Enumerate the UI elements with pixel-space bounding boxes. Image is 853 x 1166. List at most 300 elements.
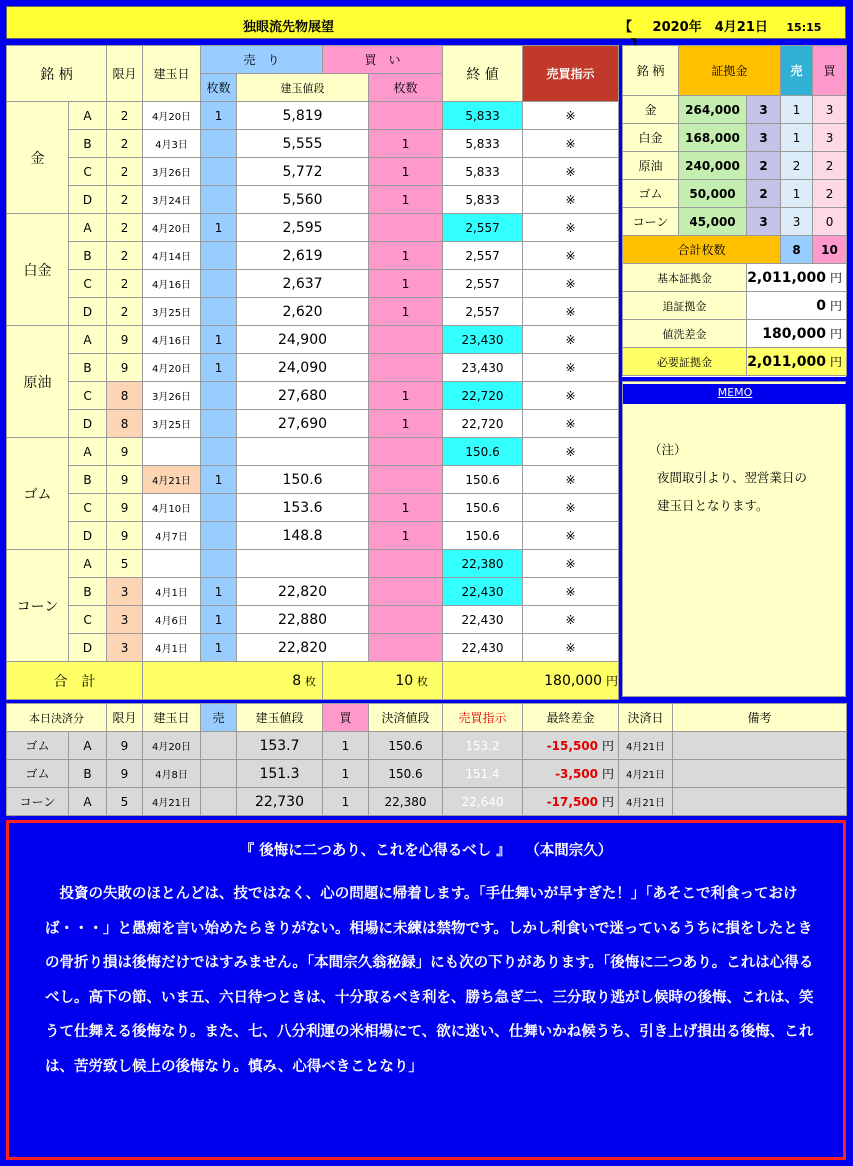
position-row (7, 634, 619, 662)
settled-name: コーン (7, 788, 69, 816)
signal-cell: ※ (523, 466, 619, 494)
settled-price: 151.3 (237, 760, 323, 788)
date-cell: 3月25日 (143, 298, 201, 326)
total-label: 合 計 (7, 662, 143, 700)
col-header-sell-qty: 枚数 (201, 74, 237, 102)
date-cell: 4月1日 (143, 578, 201, 606)
settled-slot: A (69, 788, 107, 816)
position-row (7, 158, 619, 186)
memo-label[interactable]: MEMO (623, 384, 847, 404)
settled-signal: 22,640 (443, 788, 523, 816)
margin-value: 45,000 (679, 208, 747, 236)
price-cell: 22,820 (237, 578, 369, 606)
margin-panel (622, 45, 846, 377)
summary-value (747, 348, 847, 376)
date-cell: 4月21日 (143, 466, 201, 494)
sell-qty-cell: 1 (201, 466, 237, 494)
settled-sell (201, 788, 237, 816)
price-cell: 5,555 (237, 130, 369, 158)
slot-label: C (69, 270, 107, 298)
buy-qty-cell (369, 466, 443, 494)
settled-price: 22,730 (237, 788, 323, 816)
close-cell: 22,380 (443, 550, 523, 578)
signal-cell: ※ (523, 298, 619, 326)
price-cell: 27,690 (237, 410, 369, 438)
settled-sdate: 4月21日 (619, 732, 673, 760)
settled-header-close: 決済値段 (369, 704, 443, 732)
buy-qty-cell (369, 102, 443, 130)
close-cell: 23,430 (443, 326, 523, 354)
slot-label: D (69, 410, 107, 438)
month-cell: 2 (107, 158, 143, 186)
signal-cell: ※ (523, 550, 619, 578)
quote-box (6, 820, 846, 1160)
yen-unit: 円 (830, 299, 843, 313)
month-cell: 9 (107, 354, 143, 382)
settled-name: ゴム (7, 760, 69, 788)
margin-name: 白金 (623, 124, 679, 152)
sell-qty-cell: 1 (201, 214, 237, 242)
slot-label: D (69, 634, 107, 662)
buy-qty-cell: 1 (369, 494, 443, 522)
signal-cell: ※ (523, 158, 619, 186)
slot-label: C (69, 158, 107, 186)
price-cell: 150.6 (237, 466, 369, 494)
margin-mult: 3 (747, 208, 781, 236)
sell-qty-cell (201, 382, 237, 410)
time-text: 15:15 (786, 21, 822, 34)
price-cell: 22,820 (237, 634, 369, 662)
margin-total-buy: 10 (813, 236, 847, 264)
settled-signal: 151.4 (443, 760, 523, 788)
date-cell: 4月20日 (143, 214, 201, 242)
close-cell: 5,833 (443, 130, 523, 158)
position-row (7, 466, 619, 494)
settled-sdate: 4月21日 (619, 788, 673, 816)
settled-close: 150.6 (369, 732, 443, 760)
price-cell: 2,595 (237, 214, 369, 242)
settled-header-buy: 買 (323, 704, 369, 732)
slot-label: A (69, 214, 107, 242)
position-row (7, 410, 619, 438)
settled-panel (6, 703, 846, 815)
margin-buy: 2 (813, 152, 847, 180)
margin-mult: 3 (747, 124, 781, 152)
month-cell: 2 (107, 298, 143, 326)
signal-cell: ※ (523, 214, 619, 242)
month-cell: 8 (107, 410, 143, 438)
settled-slot: A (69, 732, 107, 760)
sell-qty-cell (201, 494, 237, 522)
date-cell: 4月6日 (143, 606, 201, 634)
month-cell: 3 (107, 634, 143, 662)
total-value: 180,000 円 (443, 662, 619, 700)
margin-row (623, 96, 847, 124)
slot-label: D (69, 186, 107, 214)
price-cell: 27,680 (237, 382, 369, 410)
slot-label: C (69, 494, 107, 522)
position-row (7, 522, 619, 550)
buy-qty-cell (369, 214, 443, 242)
signal-cell: ※ (523, 242, 619, 270)
margin-mult: 2 (747, 152, 781, 180)
position-row (7, 578, 619, 606)
margin-total-label: 合計枚数 (623, 236, 781, 264)
close-cell: 22,720 (443, 410, 523, 438)
summary-label: 基本証拠金 (623, 264, 747, 292)
sell-qty-cell (201, 130, 237, 158)
settled-header-name: 本日決済分 (7, 704, 107, 732)
margin-value: 264,000 (679, 96, 747, 124)
month-cell: 2 (107, 186, 143, 214)
settled-header-price: 建玉値段 (237, 704, 323, 732)
margin-header-sell: 売 (781, 46, 813, 96)
summary-value (747, 264, 847, 292)
position-row (7, 214, 619, 242)
settled-month: 5 (107, 788, 143, 816)
slot-label: D (69, 298, 107, 326)
month-cell: 2 (107, 242, 143, 270)
close-cell: 150.6 (443, 438, 523, 466)
price-cell: 24,900 (237, 326, 369, 354)
summary-value (747, 320, 847, 348)
date-cell: 3月24日 (143, 186, 201, 214)
date-cell (143, 550, 201, 578)
price-cell: 2,637 (237, 270, 369, 298)
yen-unit: 円 (830, 355, 843, 369)
signal-cell: ※ (523, 438, 619, 466)
settled-header-sdate: 決済日 (619, 704, 673, 732)
signal-cell: ※ (523, 354, 619, 382)
price-cell (237, 550, 369, 578)
memo-panel (622, 381, 846, 697)
month-cell: 9 (107, 494, 143, 522)
settled-sell (201, 732, 237, 760)
signal-cell: ※ (523, 522, 619, 550)
margin-total-sell: 8 (781, 236, 813, 264)
buy-qty-cell: 1 (369, 130, 443, 158)
settled-date: 4月8日 (143, 760, 201, 788)
close-cell: 23,430 (443, 354, 523, 382)
month-cell: 2 (107, 130, 143, 158)
margin-name: コーン (623, 208, 679, 236)
col-header-price: 建玉値段 (237, 74, 369, 102)
month-cell: 9 (107, 326, 143, 354)
signal-cell: ※ (523, 130, 619, 158)
sell-qty-cell (201, 270, 237, 298)
margin-sell: 3 (781, 208, 813, 236)
signal-cell: ※ (523, 606, 619, 634)
settled-final (523, 732, 619, 760)
position-row (7, 438, 619, 466)
close-cell: 2,557 (443, 298, 523, 326)
yen-unit: 円 (601, 795, 614, 809)
signal-cell: ※ (523, 326, 619, 354)
total-buy: 10 枚 (323, 662, 443, 700)
position-row (7, 494, 619, 522)
margin-name: 原油 (623, 152, 679, 180)
margin-row (623, 208, 847, 236)
yen-unit: 円 (601, 739, 614, 753)
buy-qty-cell: 1 (369, 242, 443, 270)
col-header-sell: 売 り (201, 46, 323, 74)
price-cell: 24,090 (237, 354, 369, 382)
position-row (7, 606, 619, 634)
settled-month: 9 (107, 732, 143, 760)
margin-header-buy: 買 (813, 46, 847, 96)
buy-qty-cell: 1 (369, 522, 443, 550)
slot-label: A (69, 550, 107, 578)
slot-label: A (69, 326, 107, 354)
sell-qty-cell (201, 522, 237, 550)
position-row (7, 242, 619, 270)
yen-unit: 円 (830, 327, 843, 341)
col-header-signal: 売買指示 (523, 46, 619, 102)
buy-qty-cell: 1 (369, 382, 443, 410)
settled-buy: 1 (323, 788, 369, 816)
summary-number: 2,011,000 (747, 354, 827, 370)
position-row (7, 298, 619, 326)
month-cell: 3 (107, 578, 143, 606)
group-name: コーン (7, 550, 69, 662)
position-row (7, 270, 619, 298)
col-header-month: 限月 (107, 46, 143, 102)
settled-buy: 1 (323, 760, 369, 788)
margin-buy: 3 (813, 124, 847, 152)
signal-cell: ※ (523, 494, 619, 522)
buy-qty-cell (369, 550, 443, 578)
col-header-buy: 買 い (323, 46, 443, 74)
margin-header-name: 銘 柄 (623, 46, 679, 96)
sell-qty-cell (201, 410, 237, 438)
settled-row (7, 732, 847, 760)
settled-note (673, 788, 847, 816)
col-header-date: 建玉日 (143, 46, 201, 102)
settled-final (523, 788, 619, 816)
position-row (7, 326, 619, 354)
position-row (7, 102, 619, 130)
buy-qty-cell (369, 634, 443, 662)
date-cell (143, 438, 201, 466)
sell-qty-cell (201, 550, 237, 578)
margin-row (623, 180, 847, 208)
sell-qty-cell (201, 186, 237, 214)
close-cell: 5,833 (443, 102, 523, 130)
price-cell (237, 438, 369, 466)
month-cell: 9 (107, 438, 143, 466)
margin-value: 168,000 (679, 124, 747, 152)
settled-header-signal: 売買指示 (443, 704, 523, 732)
close-cell: 2,557 (443, 270, 523, 298)
margin-value: 240,000 (679, 152, 747, 180)
month-cell: 3 (107, 606, 143, 634)
settled-header-month: 限月 (107, 704, 143, 732)
month-cell: 9 (107, 522, 143, 550)
quote-title: 『 後悔に二つあり、これを心得るべし 』 （本間宗久） (239, 843, 613, 859)
settled-sell (201, 760, 237, 788)
slot-label: C (69, 382, 107, 410)
position-row (7, 186, 619, 214)
settled-signal: 153.2 (443, 732, 523, 760)
margin-buy: 3 (813, 96, 847, 124)
month-cell: 5 (107, 550, 143, 578)
yen-unit: 円 (601, 767, 614, 781)
positions-table (6, 45, 619, 700)
settled-header-final: 最終差金 (523, 704, 619, 732)
summary-value (747, 292, 847, 320)
margin-sell: 2 (781, 152, 813, 180)
settled-header-note: 備考 (673, 704, 847, 732)
close-cell: 150.6 (443, 494, 523, 522)
close-cell: 2,557 (443, 214, 523, 242)
col-header-name: 銘 柄 (7, 46, 107, 102)
settled-price: 153.7 (237, 732, 323, 760)
summary-row (623, 348, 847, 376)
summary-label: 必要証拠金 (623, 348, 747, 376)
settled-row (7, 760, 847, 788)
settled-slot: B (69, 760, 107, 788)
settled-close: 150.6 (369, 760, 443, 788)
date-cell: 3月26日 (143, 382, 201, 410)
settled-buy: 1 (323, 732, 369, 760)
group-name: 白金 (7, 214, 69, 326)
summary-label: 値洗差金 (623, 320, 747, 348)
margin-sell: 1 (781, 96, 813, 124)
sell-qty-cell: 1 (201, 326, 237, 354)
date-cell: 4月16日 (143, 326, 201, 354)
settled-month: 9 (107, 760, 143, 788)
quote-body: 投資の失敗のほとんどは、技ではなく、心の問題に帰着します。「手仕舞いが早すぎた！」「あそこで利食っておけば・・・」と愚痴を言い始めたらきりがない。相場に未練は禁物です。しかし利食いで迷っているうちに損をしたときの骨折り損は後悔だけではすみません。「本間宗久翁秘録」にも次の下りがあります。「後悔に二つあり。これは心得るべし。高下の節、いま五、六日待つときは、十分取るべき利を、勝ち急ぎ二、三分取り逃がし候時の後悔、これは、笑うて仕舞える後悔なり。また、七、八分利運の米相場にて、欲に迷い、仕舞いかね候うち、引き上げ損出る後悔、これは、苦労致し候上の後悔なり。慎み、心得べきことなり」 (45, 886, 814, 1075)
close-cell: 22,430 (443, 606, 523, 634)
signal-cell: ※ (523, 634, 619, 662)
margin-name: ゴム (623, 180, 679, 208)
price-cell: 5,772 (237, 158, 369, 186)
settled-final-value: -3,500 (555, 767, 598, 781)
total-row (7, 662, 619, 700)
settled-sdate: 4月21日 (619, 760, 673, 788)
close-cell: 5,833 (443, 186, 523, 214)
position-row (7, 550, 619, 578)
signal-cell: ※ (523, 410, 619, 438)
signal-cell: ※ (523, 270, 619, 298)
month-cell: 9 (107, 466, 143, 494)
date-cell: 4月3日 (143, 130, 201, 158)
margin-buy: 0 (813, 208, 847, 236)
signal-cell: ※ (523, 186, 619, 214)
price-cell: 22,880 (237, 606, 369, 634)
memo-text: （注） 夜間取引より、翌営業日の 建玉日となります。 (649, 442, 808, 513)
sell-qty-cell: 1 (201, 354, 237, 382)
date-cell: 4月20日 (143, 354, 201, 382)
group-name: 原油 (7, 326, 69, 438)
settled-row (7, 788, 847, 816)
positions-panel (6, 45, 618, 697)
close-cell: 150.6 (443, 522, 523, 550)
position-row (7, 382, 619, 410)
total-sell: 8 枚 (143, 662, 323, 700)
position-row (7, 130, 619, 158)
col-header-close: 終 値 (443, 46, 523, 102)
settled-note (673, 732, 847, 760)
slot-label: B (69, 242, 107, 270)
settled-close: 22,380 (369, 788, 443, 816)
slot-label: D (69, 522, 107, 550)
settled-date: 4月20日 (143, 732, 201, 760)
slot-label: C (69, 606, 107, 634)
buy-qty-cell (369, 606, 443, 634)
margin-buy: 2 (813, 180, 847, 208)
col-header-buy-qty: 枚数 (369, 74, 443, 102)
group-name: 金 (7, 102, 69, 214)
date-cell: 4月10日 (143, 494, 201, 522)
settled-header-sell: 売 (201, 704, 237, 732)
bracket-open: 【 (619, 20, 633, 35)
sell-qty-cell (201, 298, 237, 326)
summary-row (623, 292, 847, 320)
buy-qty-cell: 1 (369, 270, 443, 298)
price-cell: 2,620 (237, 298, 369, 326)
yen-unit: 円 (830, 271, 843, 285)
group-name: ゴム (7, 438, 69, 550)
price-cell: 148.8 (237, 522, 369, 550)
settled-header-date: 建玉日 (143, 704, 201, 732)
margin-name: 金 (623, 96, 679, 124)
price-cell: 153.6 (237, 494, 369, 522)
buy-qty-cell (369, 354, 443, 382)
slot-label: B (69, 354, 107, 382)
margin-sell: 1 (781, 180, 813, 208)
summary-number: 0 (816, 298, 827, 314)
buy-qty-cell: 1 (369, 298, 443, 326)
margin-value: 50,000 (679, 180, 747, 208)
margin-header-margin: 証拠金 (679, 46, 781, 96)
summary-number: 180,000 (762, 326, 827, 342)
date-cell: 4月16日 (143, 270, 201, 298)
title-bar (6, 6, 846, 39)
close-cell: 22,430 (443, 578, 523, 606)
month-cell: 2 (107, 270, 143, 298)
month-cell: 8 (107, 382, 143, 410)
summary-row (623, 264, 847, 292)
margin-row (623, 124, 847, 152)
date-cell: 4月7日 (143, 522, 201, 550)
date-cell: 4月20日 (143, 102, 201, 130)
close-cell: 22,430 (443, 634, 523, 662)
settled-name: ゴム (7, 732, 69, 760)
buy-qty-cell: 1 (369, 186, 443, 214)
settled-date: 4月21日 (143, 788, 201, 816)
close-cell: 22,720 (443, 382, 523, 410)
summary-row (623, 320, 847, 348)
margin-table (622, 45, 847, 376)
slot-label: B (69, 130, 107, 158)
close-cell: 5,833 (443, 158, 523, 186)
month-cell: 2 (107, 214, 143, 242)
sell-qty-cell: 1 (201, 606, 237, 634)
price-cell: 5,819 (237, 102, 369, 130)
date-cell: 4月14日 (143, 242, 201, 270)
margin-mult: 2 (747, 180, 781, 208)
settled-note (673, 760, 847, 788)
signal-cell: ※ (523, 382, 619, 410)
settled-final (523, 760, 619, 788)
signal-cell: ※ (523, 102, 619, 130)
price-cell: 5,560 (237, 186, 369, 214)
page-title: 独眼流先物展望 (243, 20, 335, 35)
date-cell: 4月1日 (143, 634, 201, 662)
settled-table (6, 703, 847, 816)
summary-number: 2,011,000 (747, 270, 827, 286)
